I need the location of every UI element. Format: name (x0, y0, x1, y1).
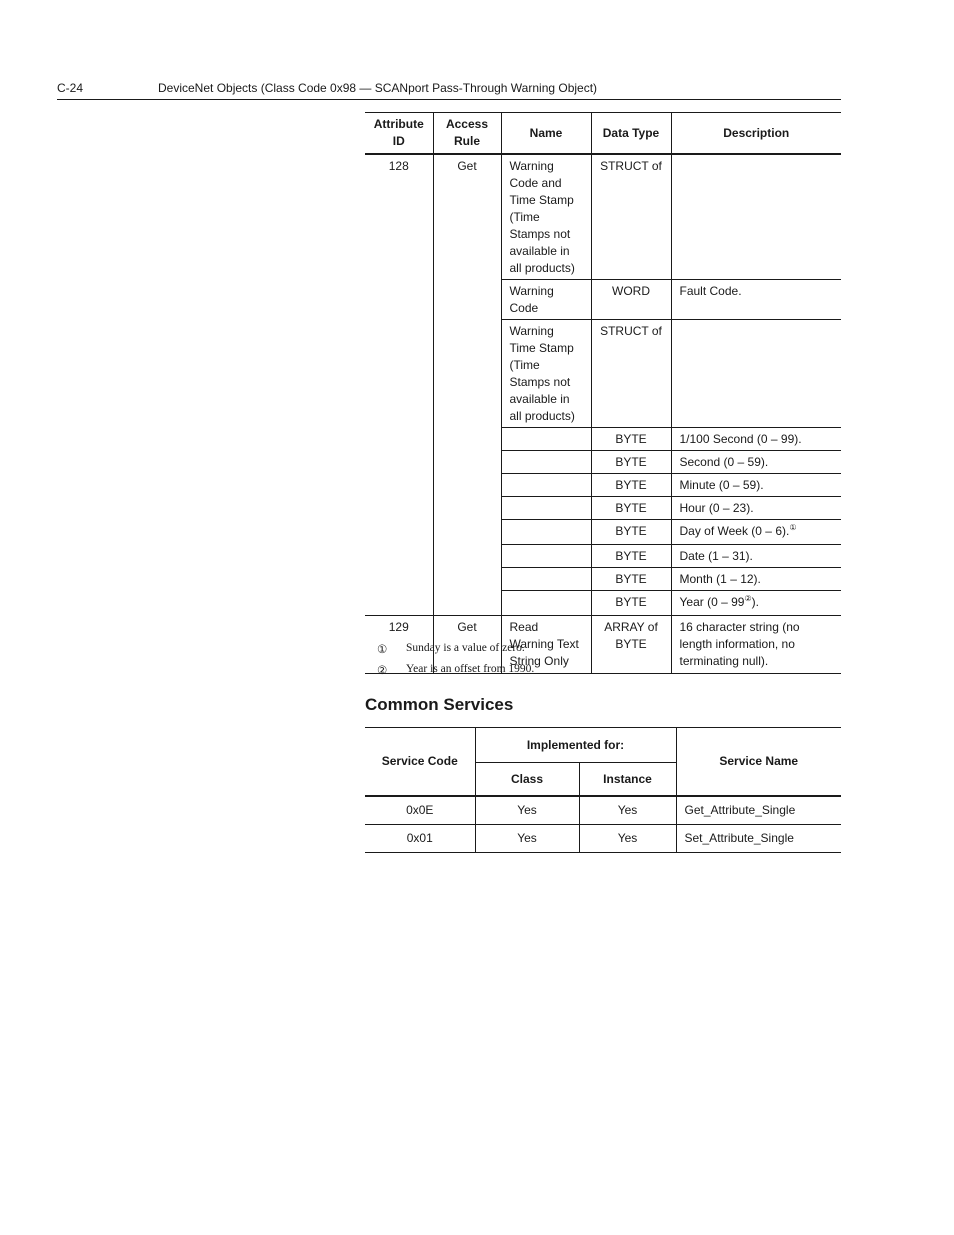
description-cell: 16 character string (no length information, no terminating null). (671, 616, 841, 674)
footnote-text: Sunday is a value of zero. (406, 642, 525, 654)
col-class: Class (475, 763, 579, 797)
attribute-id-cell: 128 (365, 154, 433, 616)
footnote-marker: ① (377, 644, 388, 656)
data-type-cell: BYTE (591, 451, 671, 474)
page-number: C-24 (57, 81, 84, 95)
footnote-marker: ② (377, 665, 388, 677)
instance-cell: Yes (579, 825, 676, 853)
description-cell: Hour (0 – 23). (671, 497, 841, 520)
data-type-cell: BYTE (591, 568, 671, 591)
name-cell (501, 568, 591, 591)
data-type-cell: STRUCT of (591, 154, 671, 280)
col-implemented-for: Implemented for: (475, 728, 676, 763)
name-cell: Warning Code and Time Stamp (Time Stamps not available in all products) (501, 154, 591, 280)
description-cell (671, 520, 841, 545)
data-type-cell: BYTE (591, 591, 671, 616)
attribute-id-cell: 129 (365, 616, 433, 674)
service-code-cell: 0x0E (365, 796, 475, 825)
attribute-table-header (365, 113, 841, 155)
description-cell: Minute (0 – 59). (671, 474, 841, 497)
class-cell: Yes (475, 796, 579, 825)
name-cell (501, 497, 591, 520)
description-text: Day of Week (0 – 6). (679, 524, 790, 538)
description-cell: Fault Code. (671, 280, 841, 320)
class-cell: Yes (475, 825, 579, 853)
description-cell (671, 591, 841, 616)
description-text: ). (751, 595, 759, 609)
data-type-cell: WORD (591, 280, 671, 320)
page-header (57, 81, 841, 99)
footnote-ref-2: ② (744, 594, 752, 603)
col-access-rule: Access Rule (433, 113, 501, 155)
data-type-cell: BYTE (591, 545, 671, 568)
col-attribute-id: Attribute ID (365, 113, 433, 155)
services-header-row (365, 728, 841, 763)
data-type-cell: BYTE (591, 428, 671, 451)
access-rule-cell: Get (433, 616, 501, 674)
section-title: Common Services (365, 695, 514, 714)
footnote-text: Year is an offset from 1990. (406, 663, 535, 675)
data-type-cell: BYTE (591, 497, 671, 520)
common-services-table (365, 727, 841, 853)
data-type-cell: BYTE (591, 474, 671, 497)
description-cell (671, 320, 841, 428)
table-row (365, 825, 841, 853)
description-cell: Month (1 – 12). (671, 568, 841, 591)
header-rule (57, 99, 841, 100)
name-cell (501, 451, 591, 474)
access-rule-cell: Get (433, 154, 501, 616)
description-cell (671, 154, 841, 280)
name-cell: Read Warning Text String Only (501, 616, 591, 674)
description-text: Year (0 – 99 (679, 595, 745, 609)
attribute-table (365, 112, 841, 674)
data-type-cell: STRUCT of (591, 320, 671, 428)
name-cell (501, 591, 591, 616)
data-type-cell: BYTE (591, 520, 671, 545)
footnote-ref-1: ① (789, 523, 797, 532)
table-row (365, 154, 841, 280)
table-row (365, 796, 841, 825)
name-cell (501, 545, 591, 568)
service-name-cell: Get_Attribute_Single (676, 796, 841, 825)
header-title: DeviceNet Objects (Class Code 0x98 — SCANport Pass-Through Warning Object) (158, 81, 598, 95)
col-name: Name (501, 113, 591, 155)
name-cell: Warning Code (501, 280, 591, 320)
description-cell: Second (0 – 59). (671, 451, 841, 474)
service-name-cell: Set_Attribute_Single (676, 825, 841, 853)
name-cell: Warning Time Stamp (Time Stamps not available in all products) (501, 320, 591, 428)
name-cell (501, 474, 591, 497)
service-code-cell: 0x01 (365, 825, 475, 853)
col-description: Description (671, 113, 841, 155)
col-instance: Instance (579, 763, 676, 797)
data-type-cell: ARRAY of BYTE (591, 616, 671, 674)
col-service-name: Service Name (676, 728, 841, 797)
description-cell: Date (1 – 31). (671, 545, 841, 568)
instance-cell: Yes (579, 796, 676, 825)
col-data-type: Data Type (591, 113, 671, 155)
name-cell (501, 520, 591, 545)
description-cell: 1/100 Second (0 – 99). (671, 428, 841, 451)
name-cell (501, 428, 591, 451)
col-service-code: Service Code (365, 728, 475, 797)
